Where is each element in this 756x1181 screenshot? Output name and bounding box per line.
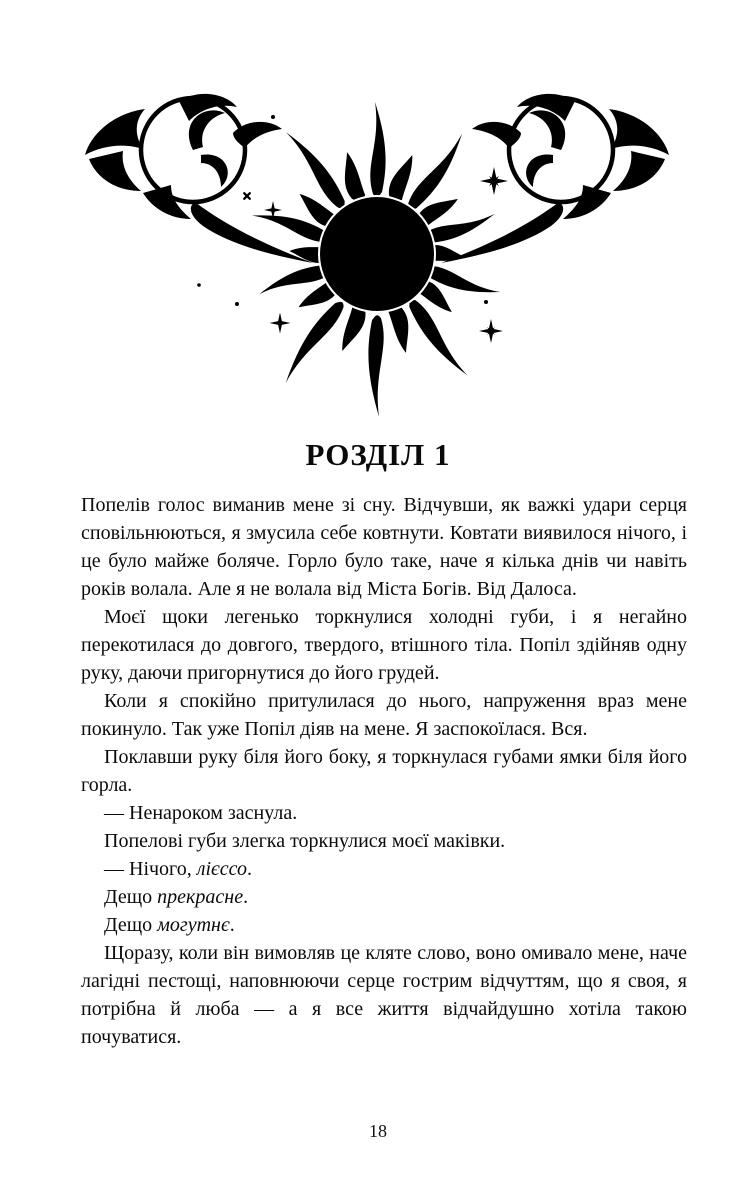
text: Дещо bbox=[104, 886, 158, 908]
paragraph bbox=[81, 687, 687, 743]
scroll-flourish-left bbox=[85, 94, 313, 263]
paragraph bbox=[81, 939, 687, 1051]
text: Коли я спокійно притулилася до нього, напруження враз мене покинуло. Так уже Попіл діяв на мене. Я заспокоїлася. Вся. bbox=[81, 690, 687, 740]
scroll-flourish-right bbox=[441, 94, 669, 263]
paragraph bbox=[81, 491, 687, 603]
sun-ornament bbox=[83, 93, 671, 425]
page-number: 18 bbox=[369, 1121, 387, 1141]
text: Дещо bbox=[104, 914, 158, 936]
text: — Ненароком заснула. bbox=[104, 802, 298, 824]
italic-text: могутнє bbox=[157, 914, 230, 936]
text: . bbox=[229, 914, 235, 936]
text: Щоразу, коли він вимовляв це кляте слово, воно омивало мене, наче лагідні пестощі, наповнюючи серце гострим відчуттям, що я своя, я потрібна й люба — а я все життя відчайдушно хотіла такою почуватися. bbox=[81, 942, 687, 1048]
paragraph bbox=[81, 799, 687, 827]
text: Попелів голос виманив мене зі сну. Відчувши, як важкі удари серця сповільнюються, я змусила себе ковтнути. Ковтати виявилося нічого, і це було майже боляче. Горло було таке, наче я кілька днів чи навіть років волала. Але я не волала від Міста Богів. Від Далоса. bbox=[81, 494, 687, 600]
paragraph bbox=[81, 855, 687, 883]
text: Моєї щоки легенько торкнулися холодні губи, і я негайно перекотилася до довгого, твердого, втішного тіла. Попіл здійняв одну руку, даючи пригорнутися до його грудей. bbox=[81, 606, 687, 684]
paragraph bbox=[81, 911, 687, 939]
paragraph bbox=[81, 743, 687, 799]
chapter-title: РОЗДІЛ 1 bbox=[305, 437, 451, 472]
paragraph bbox=[81, 883, 687, 911]
text: — Нічого, bbox=[104, 858, 197, 880]
italic-text: прекрасне bbox=[157, 886, 244, 908]
body-text bbox=[81, 491, 687, 1051]
text: Попелові губи злегка торкнулися моєї маківки. bbox=[104, 830, 506, 852]
italic-text: лієссо bbox=[196, 858, 248, 880]
text: Поклавши руку біля його боку, я торкнулася губами ямки біля його горла. bbox=[81, 746, 687, 796]
paragraph bbox=[81, 827, 687, 855]
text: . bbox=[243, 886, 249, 908]
paragraph bbox=[81, 603, 687, 687]
text: . bbox=[247, 858, 253, 880]
